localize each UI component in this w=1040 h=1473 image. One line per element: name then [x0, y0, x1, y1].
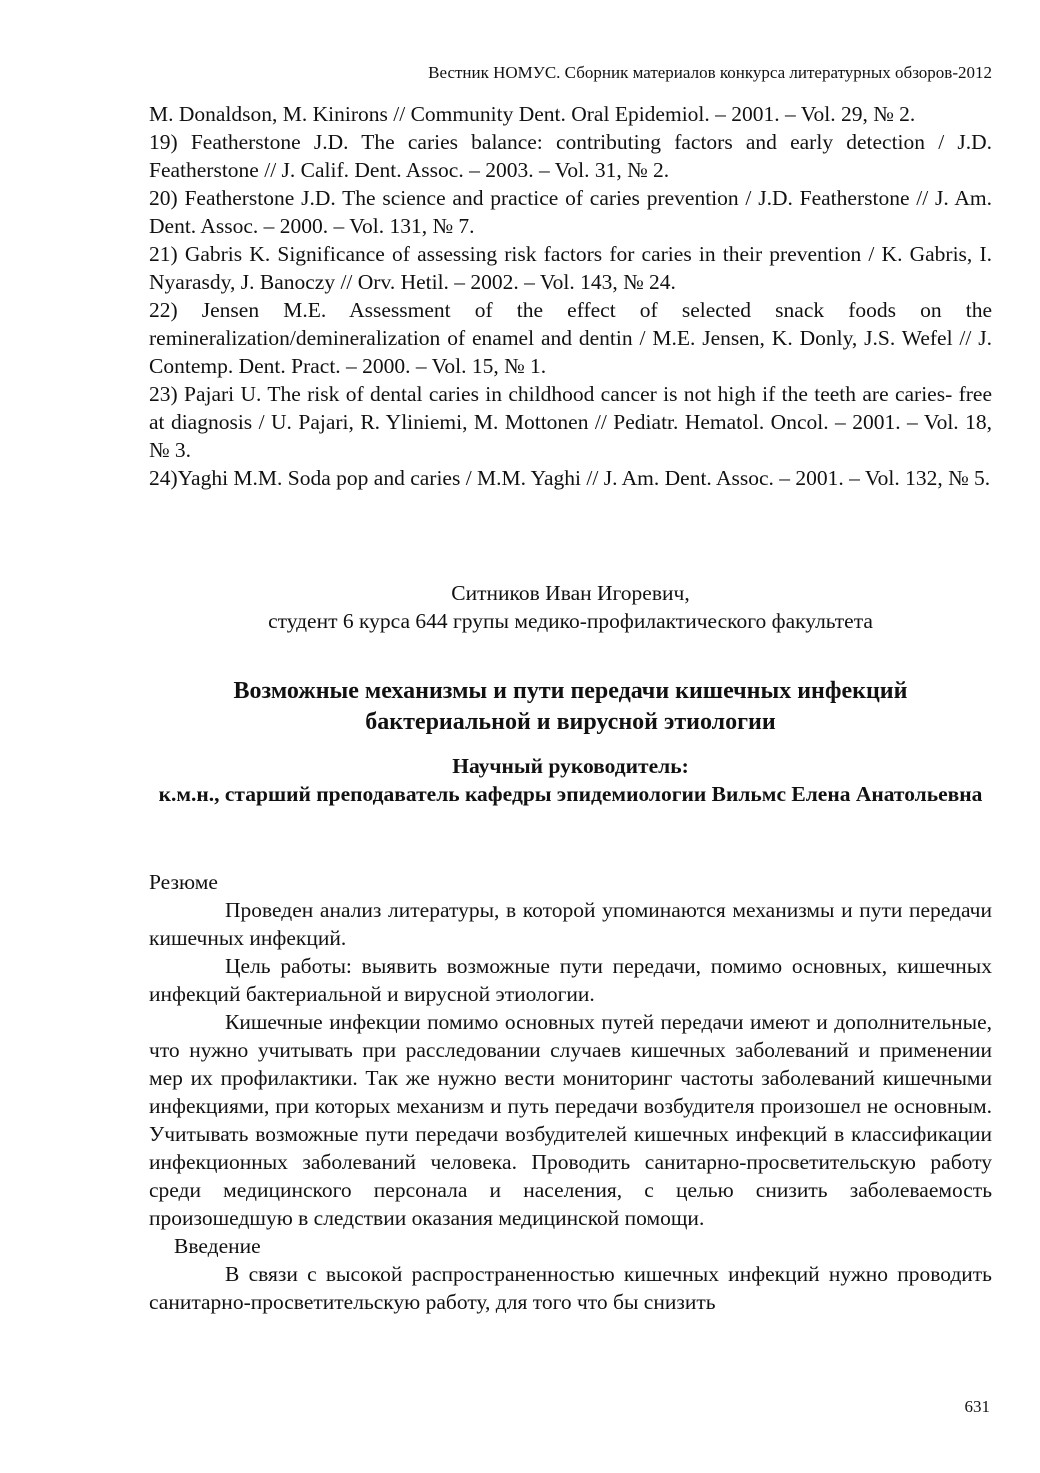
running-header: Вестник НОМУС. Сборник материалов конкурса литературных обзоров-2012: [428, 63, 992, 82]
article-title-line: Возможные механизмы и пути передачи кишечных инфекций: [233, 678, 908, 704]
reference-item: 24)Yaghi M.M. Soda pop and caries / M.M. Yaghi // J. Am. Dent. Assoc. – 2001. – Vol. 132, № 5.: [149, 466, 991, 490]
reference-item: 19) Featherstone J.D. The caries balance: contributing factors and early detection / J.D. Featherstone // J. Calif. Dent. Assoc. – 2003. – Vol. 31, № 2.: [149, 130, 992, 182]
author-name: Ситников Иван Игоревич,: [451, 581, 690, 605]
paragraph: Кишечные инфекции помимо основных путей передачи имеют и дополнительные, что нужно учитывать при расследовании случаев кишечных заболеваний и применении мер их профилактики. Так же нужно вести мониторинг частоты заболеваний кишечными инфекциями, при которых механизм и путь передачи возбудителя произошел не основным. Учитывать возможные пути передачи возбудителей кишечных инфекций в классификации инфекционных заболеваний человека. Проводить санитарно-просветительскую работу среди медицинского персонала и населения, с целью снизить заболеваемость произошедшую в следствии оказания медицинской помощи.: [149, 1010, 992, 1230]
supervisor-name: к.м.н., старший преподаватель кафедры эпидемиологии Вильмс Елена Анатольевна: [158, 782, 983, 806]
supervisor-block: [149, 752, 992, 808]
reference-item: M. Donaldson, M. Kinirons // Community Dent. Oral Epidemiol. – 2001. – Vol. 29, № 2.: [149, 102, 916, 126]
reference-list: [149, 100, 992, 492]
author-affiliation: студент 6 курса 644 групы медико-профилактического факультета: [268, 609, 873, 633]
reference-item: 20) Featherstone J.D. The science and practice of caries prevention / J.D. Featherstone // J. Am. Dent. Assoc. – 2000. – Vol. 131, № 7.: [149, 186, 992, 238]
reference-item: 23) Pajari U. The risk of dental caries in childhood cancer is not high if the teeth are caries- free at diagnosis / U. Pajari, R. Yliniemi, M. Mottonen // Pediatr. Hematol. Oncol. – 2001. – Vol. 18, № 3.: [149, 382, 992, 462]
summary-heading: Резюме: [149, 870, 218, 894]
article-title-line: бактериальной и вирусной этиологии: [365, 709, 776, 735]
paragraph: Цель работы: выявить возможные пути передачи, помимо основных, кишечных инфекций бактериальной и вирусной этиологии.: [149, 954, 992, 1006]
supervisor-label: Научный руководитель:: [452, 754, 689, 778]
introduction-heading: Введение: [174, 1234, 261, 1258]
page-number: 631: [964, 1397, 990, 1416]
reference-item: 22) Jensen M.E. Assessment of the effect of selected snack foods on the remineralization/demineralization of enamel and dentin / M.E. Jensen, K. Donly, J.S. Wefel // J. Contemp. Dent. Pract. – 2000. – Vol. 15, № 1.: [149, 298, 992, 378]
article-body: [149, 868, 992, 1316]
paragraph: В связи с высокой распространенностью кишечных инфекций нужно проводить санитарно-просветительскую работу, для того что бы снизить: [149, 1262, 992, 1314]
paragraph: Проведен анализ литературы, в которой упоминаются механизмы и пути передачи кишечных инфекций.: [149, 898, 992, 950]
reference-item: 21) Gabris K. Significance of assessing risk factors for caries in their prevention / K. Gabris, I. Nyarasdy, J. Banoczy // Orv. Hetil. – 2002. – Vol. 143, № 24.: [149, 242, 992, 294]
article-title: [149, 676, 992, 738]
author-block: [149, 579, 992, 635]
